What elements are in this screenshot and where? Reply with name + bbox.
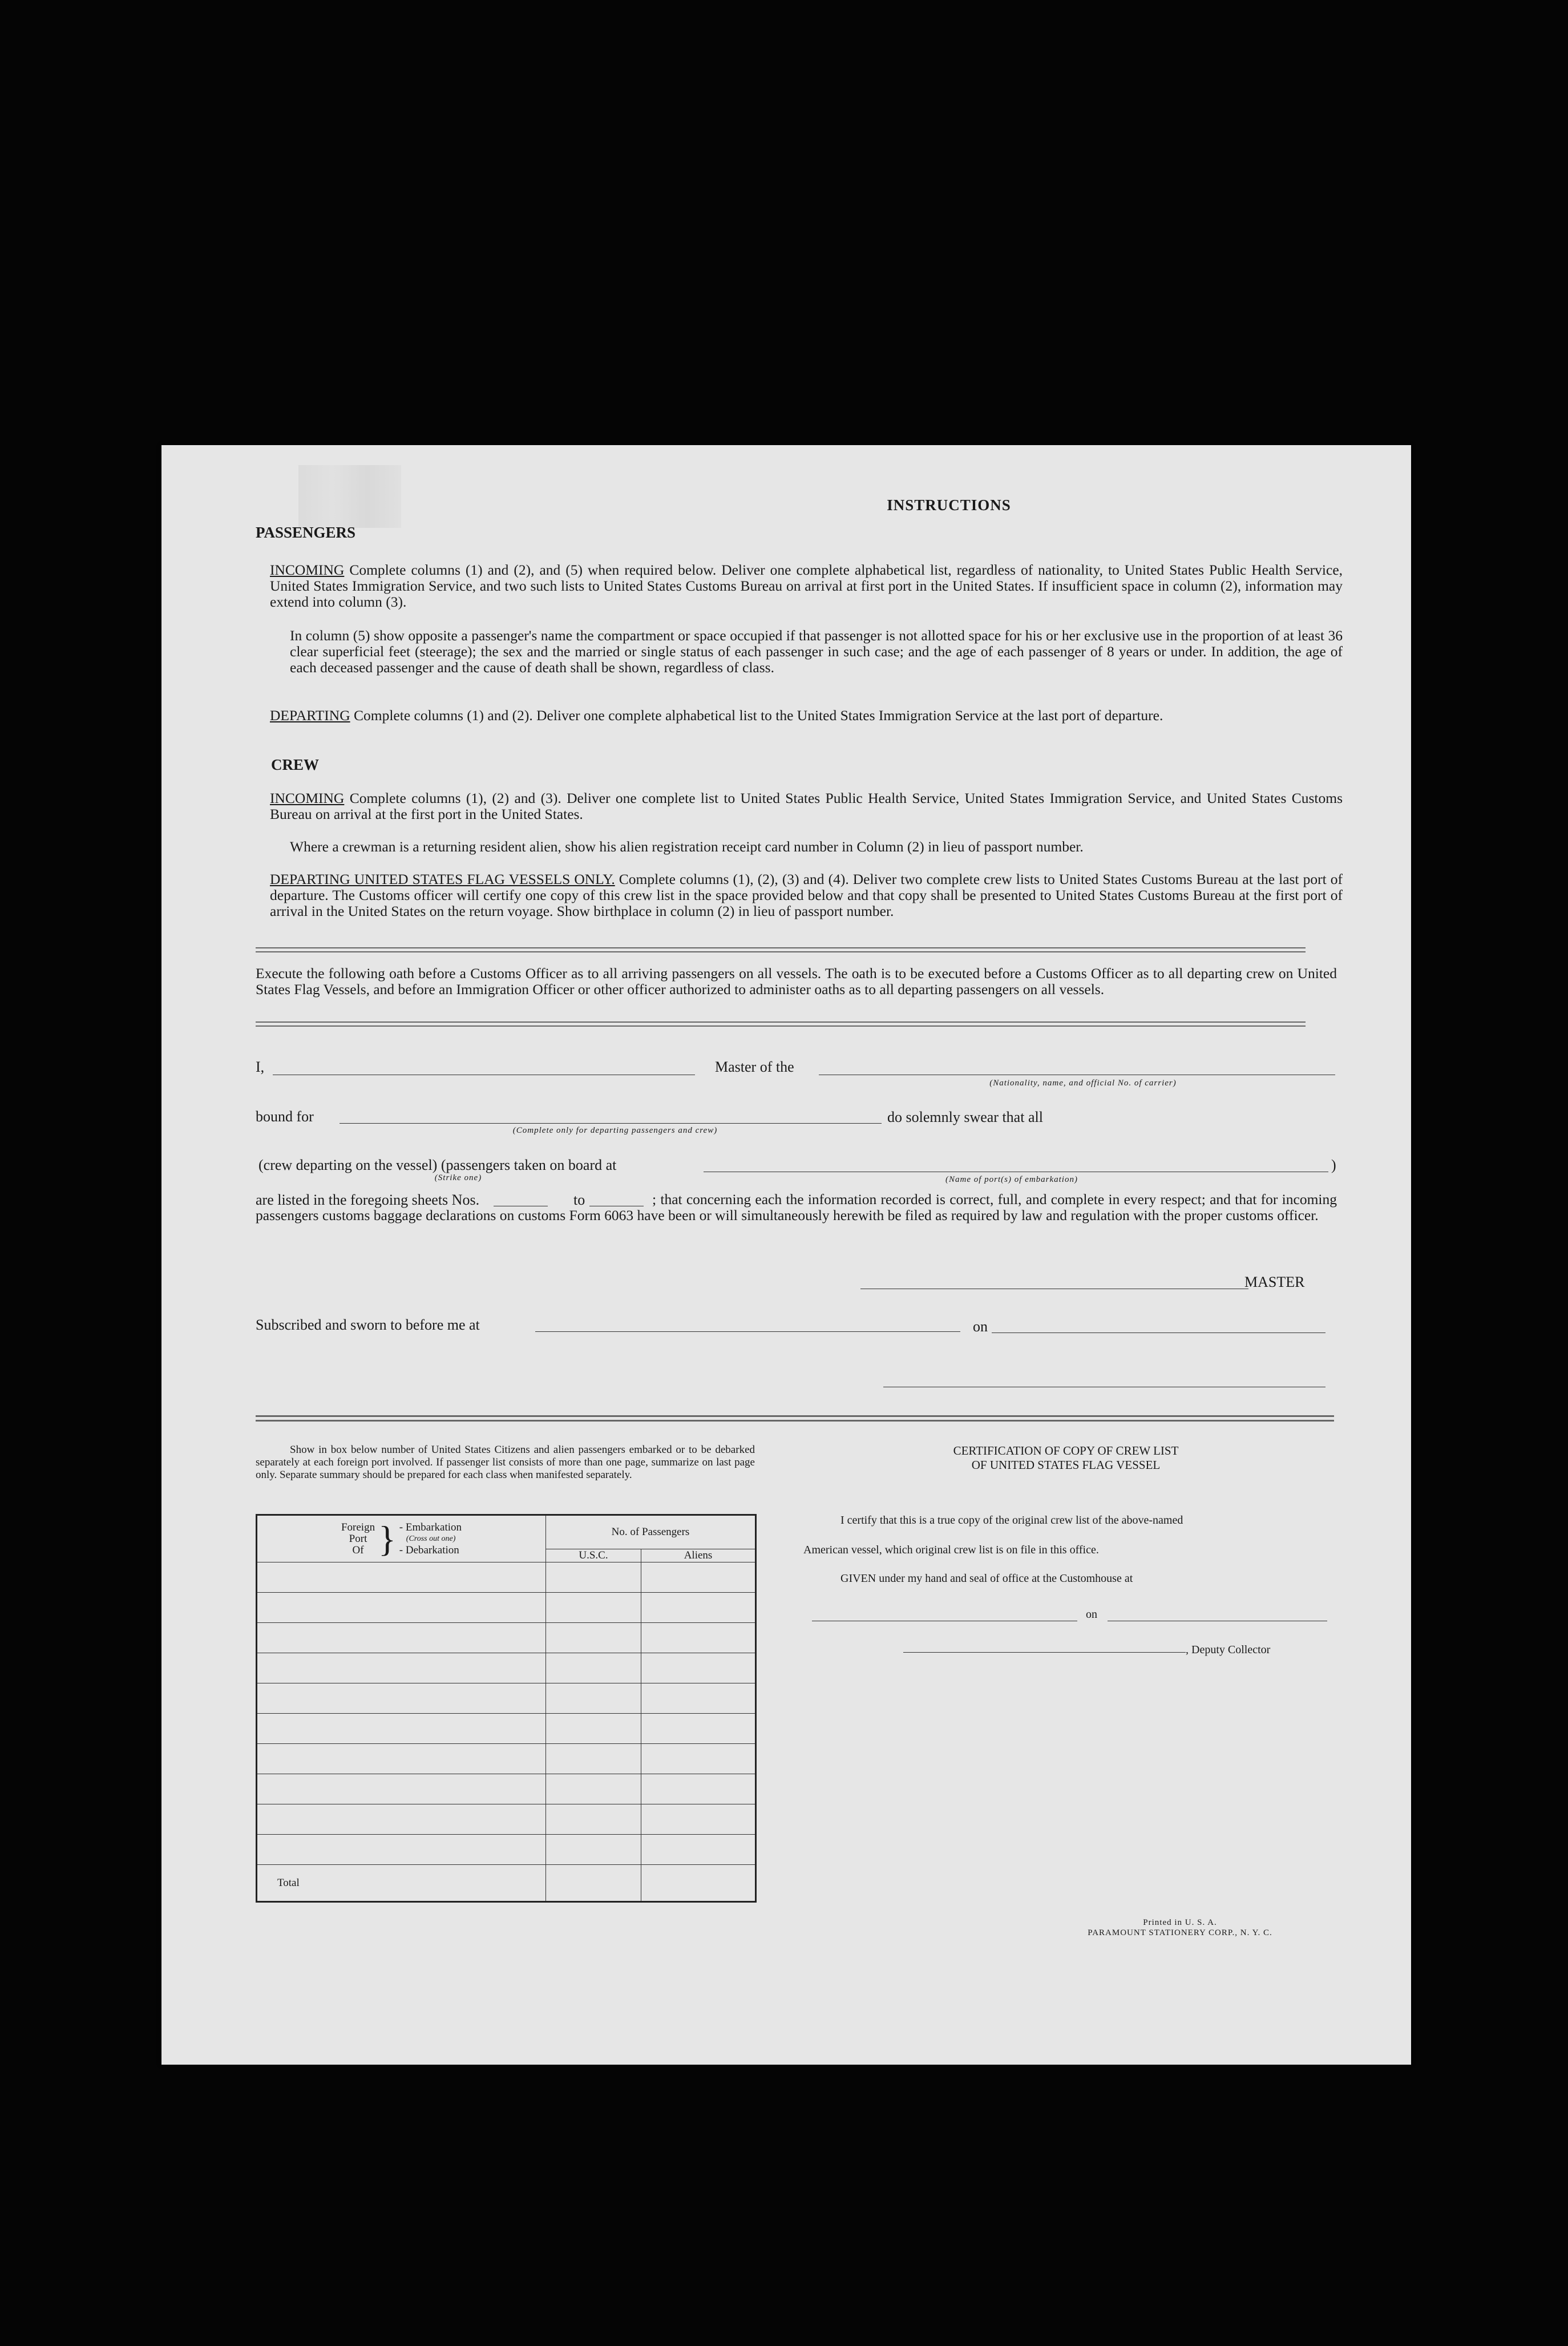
usc-cell[interactable] <box>546 1562 641 1593</box>
embarkation-label: - Embarkation <box>399 1521 462 1533</box>
port-caption: (Name of port(s) of embarkation) <box>945 1175 1078 1184</box>
usc-cell[interactable] <box>546 1593 641 1623</box>
close-paren: ) <box>1331 1157 1336 1173</box>
passengers-incoming-text: Complete columns (1) and (2), and (5) when required below. Deliver one complete alphabetical list, regardless of nationality, to United States Public Health Service, United States Immigration Service, and two such lists to United States Customs Bureau on arrival at first port in the United States. If insufficient space in column (2), information may extend into column (3). <box>270 562 1343 610</box>
port-cell[interactable] <box>257 1774 546 1804</box>
no-of-passengers-header: No. of Passengers <box>546 1515 756 1549</box>
printer-name-label: PARAMOUNT STATIONERY CORP., N. Y. C. <box>1088 1928 1272 1937</box>
swear-label: do solemnly swear that all <box>887 1109 1043 1125</box>
oath-instruction-paragraph: Execute the following oath before a Customs Officer as to all arriving passengers on all vessels. The oath is to be executed before a Customs Officer as to all departing crew on United States Flag Vessels, and before an Immigration Officer or other officer authorized to administer oaths as to all departing passengers on all vessels. <box>256 965 1337 998</box>
crew-departing-text: Complete columns (1), (2), (3) and (4). Deliver two complete crew lists to United States Customs Bureau at the last port of departure. The Customs officer will certify one copy of this crew list in the space provided below and that copy shall be presented to United States Customs Bureau at the first port of arrival in the United States on the return voyage. Show birthplace in column (2) in lieu of passport number. <box>270 871 1343 919</box>
certification-title-line2: OF UNITED STATES FLAG VESSEL <box>971 1458 1161 1472</box>
usc-cell[interactable] <box>546 1623 641 1653</box>
port-label: Port <box>349 1532 367 1545</box>
crew-incoming-text: Complete columns (1), (2) and (3). Deliver one complete list to United States Public Health Service, United States Immigration Service, and United States Customs Bureau on arrival at the first port in the United States. <box>270 790 1343 822</box>
master-signature-label: MASTER <box>1244 1274 1305 1290</box>
summary-note: Show in box below number of United States Citizens and alien passengers embarked or to be debarked separately at each foreign port involved. If passenger list consists of more than one page, summarize on last page only. Separate summary should be prepared for each class when manifested separately. <box>256 1444 755 1481</box>
table-row <box>257 1593 756 1623</box>
debarkation-label: - Debarkation <box>399 1544 459 1556</box>
instructions-title: INSTRUCTIONS <box>887 496 1011 514</box>
aliens-cell[interactable] <box>641 1714 756 1744</box>
crew-incoming-paragraph <box>270 790 1343 822</box>
passenger-rows <box>257 1562 756 1865</box>
port-cell[interactable] <box>257 1683 546 1714</box>
port-cell[interactable] <box>257 1804 546 1835</box>
passengers-incoming-label: INCOMING <box>270 562 345 578</box>
printed-in-label: Printed in U. S. A. <box>1143 1918 1217 1927</box>
total-row <box>257 1865 756 1902</box>
port-cell[interactable] <box>257 1653 546 1683</box>
table-row <box>257 1774 756 1804</box>
port-cell[interactable] <box>257 1562 546 1593</box>
listed-to-label: to <box>573 1192 585 1208</box>
bound-for-label: bound for <box>256 1108 314 1125</box>
foreign-label: Foreign <box>341 1521 375 1533</box>
table-row <box>257 1714 756 1744</box>
usc-header: U.S.C. <box>546 1549 641 1562</box>
crew-departing-paragraph <box>270 871 1343 919</box>
total-label: Total <box>257 1865 546 1902</box>
port-cell[interactable] <box>257 1744 546 1774</box>
oath-statement: ; that concerning each the information recorded is correct, full, and complete in every respect; and that for incoming passengers customs baggage declarations on customs Form 6063 have been or will simultaneously herewith be filed as required by law and regulation with the proper customs officer. <box>256 1191 1337 1224</box>
crew-incoming-label: INCOMING <box>270 790 345 806</box>
certification-title <box>860 1444 1271 1472</box>
bottom-divider <box>256 1415 1334 1422</box>
table-row <box>257 1804 756 1835</box>
certify-text-line1: I certify that this is a true copy of the original crew list of the above-named <box>840 1514 1183 1527</box>
table-row <box>257 1744 756 1774</box>
table-row <box>257 1653 756 1683</box>
sworn-place-field[interactable] <box>535 1331 960 1332</box>
certification-title-line1: CERTIFICATION OF COPY OF CREW LIST <box>953 1444 1179 1457</box>
passengers-departing-text: Complete columns (1) and (2). Deliver one complete alphabetical list to the United States Immigration Service at the last port of departure. <box>354 707 1163 724</box>
crew-passengers-label: (crew departing on the vessel) (passengers taken on board at <box>258 1157 617 1173</box>
passengers-departing-label: DEPARTING <box>270 707 350 724</box>
table-row <box>257 1623 756 1653</box>
brace-glyph: } <box>378 1518 396 1559</box>
certify-text-line2: American vessel, which original crew list is on file in this office. <box>803 1544 1099 1556</box>
passengers-incoming-paragraph <box>270 562 1343 610</box>
port-cell[interactable] <box>257 1593 546 1623</box>
aliens-cell[interactable] <box>641 1593 756 1623</box>
crew-resident-paragraph: Where a crewman is a returning resident alien, show his alien registration receipt card number in Column (2) in lieu of passport number. <box>290 838 1084 855</box>
listed-sheets-label: are listed in the foregoing sheets Nos. <box>256 1192 480 1208</box>
table-row <box>257 1562 756 1593</box>
table-row <box>257 1835 756 1865</box>
passengers-column5-paragraph: In column (5) show opposite a passenger's name the compartment or space occupied if that passenger is not allotted space for his or her exclusive use in the proportion of at least 36 clear superficial feet (steerage); the sex and the married or single status of each passenger in such case; and the age of each passenger of 8 years or under. In addition, the age of each deceased passenger and the cause of death shall be shown, regardless of class. <box>290 627 1343 676</box>
port-cell[interactable] <box>257 1623 546 1653</box>
usc-cell[interactable] <box>546 1774 641 1804</box>
usc-cell[interactable] <box>546 1683 641 1714</box>
oath-i-label: I, <box>256 1059 265 1075</box>
port-header-cell <box>257 1515 546 1562</box>
usc-cell[interactable] <box>546 1744 641 1774</box>
usc-cell[interactable] <box>546 1653 641 1683</box>
subscribed-label: Subscribed and sworn to before me at <box>256 1317 480 1333</box>
form-page <box>161 445 1411 2065</box>
aliens-cell[interactable] <box>641 1744 756 1774</box>
deputy-signature-field[interactable] <box>903 1652 1186 1653</box>
usc-cell[interactable] <box>546 1835 641 1865</box>
aliens-cell[interactable] <box>641 1774 756 1804</box>
crew-heading: CREW <box>271 756 320 773</box>
aliens-header: Aliens <box>641 1549 756 1562</box>
usc-cell[interactable] <box>546 1714 641 1744</box>
passengers-departing-paragraph <box>270 708 1343 724</box>
certify-text-line3: GIVEN under my hand and seal of office at the Customhouse at <box>840 1572 1133 1585</box>
carrier-caption: (Nationality, name, and official No. of carrier) <box>989 1079 1177 1088</box>
certify-on-label: on <box>1086 1608 1097 1621</box>
strike-one-caption: (Strike one) <box>434 1173 482 1182</box>
aliens-cell[interactable] <box>641 1683 756 1714</box>
deputy-collector-label: , Deputy Collector <box>1186 1644 1271 1656</box>
passengers-heading: PASSENGERS <box>256 524 356 541</box>
port-cell[interactable] <box>257 1714 546 1744</box>
port-cell[interactable] <box>257 1835 546 1865</box>
smudge-mark <box>298 465 401 528</box>
bound-for-caption: (Complete only for departing passengers and crew) <box>512 1126 718 1135</box>
table-row <box>257 1683 756 1714</box>
master-of-label: Master of the <box>715 1059 794 1075</box>
aliens-cell[interactable] <box>641 1562 756 1593</box>
aliens-cell[interactable] <box>641 1623 756 1653</box>
passenger-count-table <box>256 1514 757 1903</box>
of-label: Of <box>352 1544 364 1556</box>
sworn-on-label: on <box>973 1318 988 1335</box>
usc-cell[interactable] <box>546 1804 641 1835</box>
printer-imprint <box>1046 1917 1314 1938</box>
cross-out-label: (Cross out one) <box>406 1534 456 1543</box>
aliens-cell[interactable] <box>641 1835 756 1865</box>
aliens-cell[interactable] <box>641 1804 756 1835</box>
section-divider <box>256 947 1306 952</box>
oath-divider <box>256 1021 1306 1027</box>
total-aliens-cell[interactable] <box>641 1865 756 1902</box>
aliens-cell[interactable] <box>641 1653 756 1683</box>
total-usc-cell[interactable] <box>546 1865 641 1902</box>
bound-for-field[interactable] <box>340 1123 882 1124</box>
crew-departing-label: DEPARTING UNITED STATES FLAG VESSELS ONLY. <box>270 871 615 887</box>
